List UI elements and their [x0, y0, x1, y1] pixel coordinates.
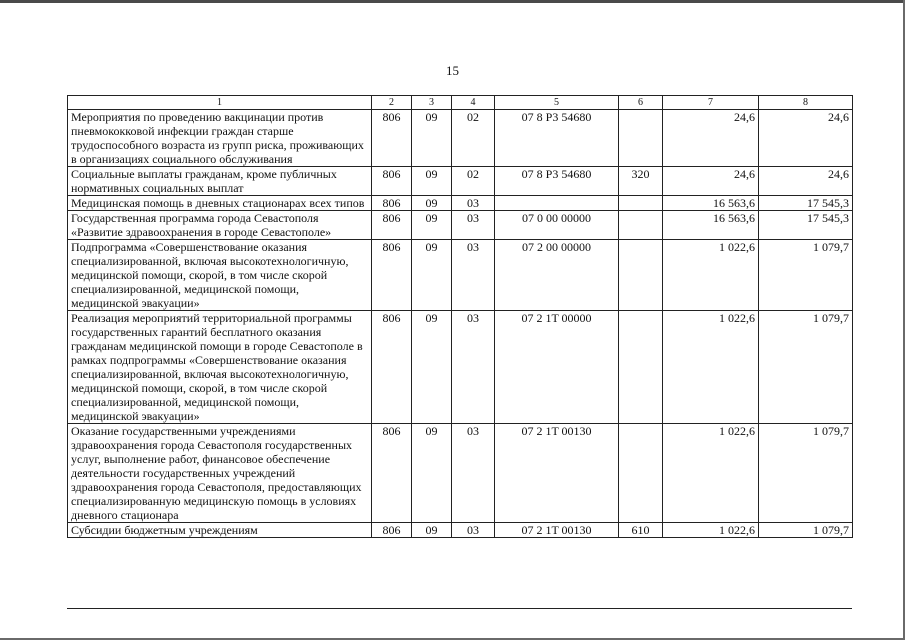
scan-edge-top: [0, 0, 905, 3]
section-code-cell: 09: [412, 311, 452, 424]
subsection-code-cell: 03: [452, 311, 495, 424]
header-cell: 3: [412, 96, 452, 110]
subsection-code-cell: 03: [452, 196, 495, 211]
table-row: [68, 196, 853, 211]
target-article-cell: 07 0 00 00000: [495, 211, 619, 240]
section-code-cell: 09: [412, 110, 452, 167]
amount-cell-7: 16 563,6: [663, 211, 759, 240]
section-code-cell: 09: [412, 196, 452, 211]
section-code-cell: 09: [412, 167, 452, 196]
target-article-cell: 07 8 P3 54680: [495, 110, 619, 167]
expense-type-cell: [619, 311, 663, 424]
header-cell: 8: [759, 96, 853, 110]
ministry-code-cell: 806: [372, 196, 412, 211]
row-name-cell: Социальные выплаты гражданам, кроме публичных нормативных социальных выплат: [68, 167, 372, 196]
table-row: [68, 110, 853, 167]
ministry-code-cell: 806: [372, 311, 412, 424]
amount-cell-8: 24,6: [759, 110, 853, 167]
header-cell: 7: [663, 96, 759, 110]
expense-type-cell: [619, 211, 663, 240]
budget-table: [67, 95, 853, 538]
amount-cell-7: 24,6: [663, 167, 759, 196]
table-row: [68, 523, 853, 538]
header-cell: 1: [68, 96, 372, 110]
row-name-cell: Оказание государственными учреждениями здравоохранения города Севастополя государственных услуг, выполнение работ, финансовое обеспечение деятельности государственных учреждений здравоохранения города Севастополя, предоставляющих специализированную медицинскую помощь в условиях дневного стационара: [68, 424, 372, 523]
amount-cell-7: 1 022,6: [663, 424, 759, 523]
section-code-cell: 09: [412, 240, 452, 311]
amount-cell-7: 24,6: [663, 110, 759, 167]
subsection-code-cell: 03: [452, 523, 495, 538]
amount-cell-8: 1 079,7: [759, 311, 853, 424]
expense-type-cell: 320: [619, 167, 663, 196]
target-article-cell: [495, 196, 619, 211]
row-name-cell: Реализация мероприятий территориальной программы государственных гарантий бесплатного оказания гражданам медицинской помощи в городе Севастополе в рамках подпрограммы «Совершенствование оказания специализированной, включая высокотехнологичную, медицинской помощи, скорой, в том числе скорой специализированной, медицинской помощи, медицинской эвакуации»: [68, 311, 372, 424]
section-code-cell: 09: [412, 424, 452, 523]
target-article-cell: 07 2 00 00000: [495, 240, 619, 311]
amount-cell-7: 1 022,6: [663, 523, 759, 538]
expense-type-cell: [619, 424, 663, 523]
table-row: [68, 211, 853, 240]
ministry-code-cell: 806: [372, 211, 412, 240]
header-row: [68, 96, 853, 110]
target-article-cell: 07 2 1T 00130: [495, 424, 619, 523]
row-name-cell: Подпрограмма «Совершенствование оказания специализированной, включая высокотехнологичную, медицинской помощи, скорой, в том числе скорой специализированной, медицинской помощи, медицинской эвакуации»: [68, 240, 372, 311]
subsection-code-cell: 03: [452, 424, 495, 523]
amount-cell-8: 1 079,7: [759, 240, 853, 311]
amount-cell-8: 1 079,7: [759, 523, 853, 538]
row-name-cell: Субсидии бюджетным учреждениям: [68, 523, 372, 538]
bottom-rule: [67, 608, 852, 609]
section-code-cell: 09: [412, 211, 452, 240]
subsection-code-cell: 03: [452, 211, 495, 240]
ministry-code-cell: 806: [372, 523, 412, 538]
amount-cell-7: 1 022,6: [663, 311, 759, 424]
subsection-code-cell: 03: [452, 240, 495, 311]
amount-cell-8: 17 545,3: [759, 211, 853, 240]
table-row: [68, 424, 853, 523]
target-article-cell: 07 8 P3 54680: [495, 167, 619, 196]
header-cell: 6: [619, 96, 663, 110]
amount-cell-7: 1 022,6: [663, 240, 759, 311]
target-article-cell: 07 2 1T 00130: [495, 523, 619, 538]
page-number: 15: [446, 63, 459, 78]
row-name-cell: Медицинская помощь в дневных стационарах всех типов: [68, 196, 372, 211]
subsection-code-cell: 02: [452, 167, 495, 196]
header-cell: 4: [452, 96, 495, 110]
ministry-code-cell: 806: [372, 167, 412, 196]
expense-type-cell: [619, 110, 663, 167]
table-row: [68, 167, 853, 196]
amount-cell-8: 24,6: [759, 167, 853, 196]
ministry-code-cell: 806: [372, 240, 412, 311]
row-name-cell: Мероприятия по проведению вакцинации против пневмококковой инфекции граждан старше трудоспособного возраста из групп риска, проживающих в организациях социального обслуживания: [68, 110, 372, 167]
amount-cell-7: 16 563,6: [663, 196, 759, 211]
ministry-code-cell: 806: [372, 424, 412, 523]
header-cell: 5: [495, 96, 619, 110]
table-row: [68, 311, 853, 424]
expense-type-cell: [619, 240, 663, 311]
section-code-cell: 09: [412, 523, 452, 538]
subsection-code-cell: 02: [452, 110, 495, 167]
expense-type-cell: 610: [619, 523, 663, 538]
ministry-code-cell: 806: [372, 110, 412, 167]
amount-cell-8: 17 545,3: [759, 196, 853, 211]
amount-cell-8: 1 079,7: [759, 424, 853, 523]
expense-type-cell: [619, 196, 663, 211]
row-name-cell: Государственная программа города Севастополя «Развитие здравоохранения в городе Севастополе»: [68, 211, 372, 240]
target-article-cell: 07 2 1T 00000: [495, 311, 619, 424]
header-cell: 2: [372, 96, 412, 110]
table-row: [68, 240, 853, 311]
